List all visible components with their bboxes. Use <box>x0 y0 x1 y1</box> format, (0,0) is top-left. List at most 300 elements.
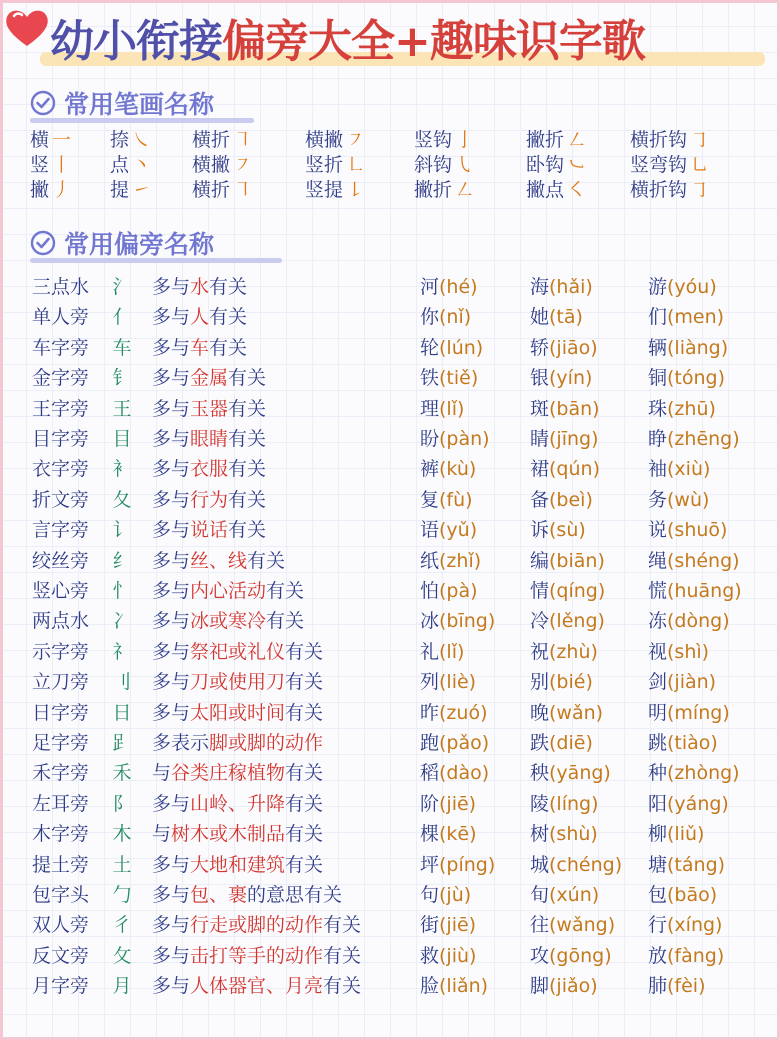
stroke-item <box>414 128 474 152</box>
stroke-item <box>305 128 365 152</box>
radical-name: 立刀旁 <box>32 671 90 694</box>
stroke-name: 竖弯钩 <box>630 154 688 176</box>
radical-glyph: 彳 <box>112 914 132 937</box>
example-pinyin: (pǎo) <box>439 732 490 754</box>
description-suffix: 有关 <box>285 701 324 724</box>
description-suffix: 有关 <box>285 640 324 663</box>
example-word <box>648 363 725 393</box>
example-word <box>420 333 483 363</box>
radical-name: 左耳旁 <box>32 792 90 815</box>
example-char: 语 <box>420 519 440 542</box>
example-word <box>648 515 727 545</box>
radical-name: 言字旁 <box>32 519 90 542</box>
example-pinyin: (tóng) <box>667 367 726 390</box>
example-char: 河 <box>420 276 440 298</box>
example-char: 秧 <box>530 762 550 785</box>
example-pinyin: (xún) <box>549 884 600 906</box>
example-char: 陵 <box>530 792 550 815</box>
radical-row <box>30 880 770 910</box>
description-keyword: 眼睛 <box>190 428 229 450</box>
stroke-glyph: ㇜ <box>567 129 587 151</box>
example-char: 稻 <box>420 762 440 785</box>
description-keyword: 脚或脚的动作 <box>209 732 324 754</box>
stroke-glyph: ㇇ <box>233 154 253 176</box>
example-word <box>648 454 710 484</box>
example-word <box>420 576 478 606</box>
example-char: 阶 <box>420 792 440 815</box>
stroke-name: 横 <box>30 129 50 151</box>
example-word <box>420 819 477 849</box>
example-char: 礼 <box>420 640 440 663</box>
example-pinyin: (kù) <box>439 458 477 481</box>
stroke-item <box>305 178 365 202</box>
example-word <box>530 941 612 971</box>
example-pinyin: (zhù) <box>549 640 598 663</box>
radical-row <box>30 971 770 1001</box>
example-pinyin: (zhǐ) <box>439 549 482 572</box>
example-char: 肺 <box>648 975 668 998</box>
radical-row <box>30 910 770 940</box>
radical-glyph: 日 <box>112 701 132 724</box>
description-keyword: 车 <box>190 336 210 359</box>
stroke-item <box>192 128 252 152</box>
example-char: 跳 <box>648 732 668 754</box>
radical-description <box>152 485 266 515</box>
radical-glyph: 钅 <box>112 367 132 390</box>
radical-row <box>30 394 770 424</box>
radical-description <box>152 546 285 576</box>
example-char: 备 <box>530 488 550 511</box>
example-char: 斑 <box>530 397 550 420</box>
radical-name: 绞丝旁 <box>32 549 90 572</box>
example-word <box>420 728 489 758</box>
example-word <box>648 272 717 302</box>
description-suffix: 有关 <box>266 610 305 633</box>
example-pinyin: (tiě) <box>439 367 479 390</box>
radical-glyph: 月 <box>112 975 132 998</box>
example-word <box>648 789 729 819</box>
description-keyword: 太阳或时间 <box>190 701 286 724</box>
example-pinyin: (bīng) <box>439 610 496 633</box>
radical-glyph: 忄 <box>112 580 132 602</box>
example-word <box>530 576 605 606</box>
example-pinyin: (kē) <box>439 823 477 846</box>
stroke-name: 横折钩 <box>630 129 688 151</box>
example-word <box>648 758 740 788</box>
description-suffix: 有关 <box>209 306 248 329</box>
example-pinyin: (yáng) <box>667 792 729 815</box>
example-pinyin: (jīng) <box>549 428 599 450</box>
radical-row <box>30 698 770 728</box>
radical-description <box>152 515 266 545</box>
description-prefix: 多与 <box>152 397 191 420</box>
radical-name: 月字旁 <box>32 975 90 998</box>
example-char: 街 <box>420 914 440 937</box>
description-keyword: 内心活动 <box>190 580 267 602</box>
description-suffix: 有关 <box>247 549 286 572</box>
example-pinyin: (shù) <box>549 823 598 846</box>
radical-glyph: 目 <box>112 428 132 450</box>
description-prefix: 多与 <box>152 671 191 694</box>
example-word <box>420 302 471 332</box>
example-word <box>530 302 583 332</box>
description-prefix: 多与 <box>152 701 191 724</box>
description-prefix: 多与 <box>152 914 191 937</box>
example-char: 行 <box>648 914 668 937</box>
radical-row <box>30 302 770 332</box>
example-pinyin: (bān) <box>549 397 600 420</box>
stroke-item <box>630 153 709 177</box>
example-word <box>420 789 476 819</box>
example-pinyin: (jiàn) <box>667 671 717 694</box>
stroke-glyph: ㇕ <box>233 129 253 151</box>
example-word <box>648 910 722 940</box>
stroke-glyph: ㇀ <box>132 179 152 201</box>
example-char: 明 <box>648 701 668 724</box>
radical-glyph: 攵 <box>112 944 132 967</box>
example-word <box>530 485 593 515</box>
example-char: 别 <box>530 671 550 694</box>
example-char: 昨 <box>420 701 440 724</box>
radical-row <box>30 758 770 788</box>
example-word <box>420 758 489 788</box>
example-char: 绳 <box>648 549 668 572</box>
stroke-name: 竖折 <box>305 154 344 176</box>
radical-name: 目字旁 <box>32 428 90 450</box>
description-suffix: 有关 <box>228 458 267 481</box>
radical-description <box>152 850 323 880</box>
example-pinyin: (wǎn) <box>549 701 604 724</box>
radical-name: 金字旁 <box>32 367 90 390</box>
example-char: 银 <box>530 367 550 390</box>
description-prefix: 多与 <box>152 367 191 390</box>
example-pinyin: (fèi) <box>667 975 706 998</box>
radical-description <box>152 910 361 940</box>
example-word <box>648 819 704 849</box>
example-word <box>420 424 490 454</box>
example-char: 袖 <box>648 458 668 481</box>
description-keyword: 祭祀或礼仪 <box>190 640 286 663</box>
example-pinyin: (beì) <box>549 488 593 511</box>
radical-description <box>152 667 323 697</box>
description-keyword: 人体器官、月亮 <box>190 975 324 998</box>
example-word <box>420 485 473 515</box>
example-pinyin: (zhū) <box>667 397 716 420</box>
example-pinyin: (liǎn) <box>439 975 489 998</box>
example-pinyin: (wǎng) <box>549 914 616 937</box>
example-word <box>530 606 605 636</box>
example-char: 你 <box>420 306 440 329</box>
example-word <box>420 941 476 971</box>
example-word <box>420 880 471 910</box>
description-keyword: 谷类庄稼植物 <box>171 762 286 785</box>
example-word <box>420 850 495 880</box>
description-keyword: 玉器 <box>190 397 229 420</box>
example-char: 祝 <box>530 640 550 663</box>
stroke-item <box>630 178 709 202</box>
example-word <box>648 698 730 728</box>
stroke-glyph: 一 <box>52 129 72 151</box>
example-pinyin: (lún) <box>439 336 484 359</box>
description-prefix: 多与 <box>152 336 191 359</box>
example-char: 情 <box>530 580 550 602</box>
description-prefix: 与 <box>152 823 172 846</box>
example-pinyin: (shì) <box>667 640 710 663</box>
description-keyword: 衣服 <box>190 458 229 481</box>
example-char: 慌 <box>648 580 668 602</box>
example-word <box>530 667 593 697</box>
example-char: 纸 <box>420 549 440 572</box>
radical-row <box>30 850 770 880</box>
title-part-1: 幼小衔接 <box>50 16 222 67</box>
example-char: 跌 <box>530 732 550 754</box>
example-pinyin: (yín) <box>549 367 593 390</box>
radical-description <box>152 637 323 667</box>
stroke-item <box>30 178 71 202</box>
example-pinyin: (yāng) <box>549 762 611 785</box>
stroke-glyph: ㇆ <box>690 129 710 151</box>
example-word <box>530 333 598 363</box>
description-prefix: 多与 <box>152 428 191 450</box>
radical-name: 折文旁 <box>32 488 90 511</box>
description-keyword: 包、裹 <box>190 884 248 906</box>
radical-glyph: 阝 <box>112 792 132 815</box>
radical-section-title: 常用偏旁名称 <box>64 230 215 259</box>
example-char: 们 <box>648 306 668 329</box>
radical-name: 木字旁 <box>32 823 90 846</box>
radical-name: 两点水 <box>32 610 90 633</box>
example-word <box>648 850 725 880</box>
radical-row <box>30 515 770 545</box>
example-char: 城 <box>530 853 550 876</box>
radical-name: 足字旁 <box>32 732 90 754</box>
description-prefix: 多与 <box>152 519 191 542</box>
example-pinyin: (gōng) <box>549 944 612 967</box>
heart-icon <box>4 6 50 48</box>
stroke-glyph: ㇛ <box>567 179 587 201</box>
stroke-item <box>526 178 586 202</box>
radical-description <box>152 272 247 302</box>
radical-row <box>30 272 770 302</box>
radical-row <box>30 637 770 667</box>
description-suffix: 有关 <box>228 428 267 450</box>
example-word <box>420 910 476 940</box>
radical-glyph: 土 <box>112 853 132 876</box>
example-char: 坪 <box>420 853 440 876</box>
example-pinyin: (diē) <box>549 732 593 754</box>
radical-row <box>30 941 770 971</box>
example-char: 句 <box>420 884 440 906</box>
example-pinyin: (liǔ) <box>667 823 705 846</box>
example-pinyin: (táng) <box>667 853 726 876</box>
example-char: 旬 <box>530 884 550 906</box>
example-char: 说 <box>648 519 668 542</box>
radical-name: 单人旁 <box>32 306 90 329</box>
example-word <box>530 272 593 302</box>
radical-description <box>152 333 247 363</box>
example-char: 珠 <box>648 397 668 420</box>
example-word <box>648 941 724 971</box>
radical-description <box>152 454 266 484</box>
title-part-2: 偏旁大全+趣味识字歌 <box>222 16 645 67</box>
example-char: 冷 <box>530 610 550 633</box>
example-pinyin: (lǐ) <box>439 640 465 663</box>
description-prefix: 多与 <box>152 549 191 572</box>
example-char: 裙 <box>530 458 550 481</box>
stroke-item <box>192 153 252 177</box>
example-word <box>648 394 716 424</box>
example-pinyin: (lěng) <box>549 610 605 633</box>
stroke-section-title: 常用笔画名称 <box>64 90 215 119</box>
example-word <box>420 515 477 545</box>
radical-name: 提土旁 <box>32 853 90 876</box>
example-char: 理 <box>420 397 440 420</box>
example-word <box>648 333 728 363</box>
example-pinyin: (jiē) <box>439 792 477 815</box>
example-pinyin: (pàn) <box>439 428 490 450</box>
description-keyword: 击打等手的动作 <box>190 944 324 967</box>
stroke-name: 撇点 <box>526 179 565 201</box>
radical-glyph: 车 <box>112 336 132 359</box>
description-suffix: 有关 <box>228 488 267 511</box>
example-word <box>420 363 478 393</box>
radical-name: 竖心旁 <box>32 580 90 602</box>
example-char: 务 <box>648 488 668 511</box>
description-keyword: 水 <box>190 276 210 298</box>
radical-glyph: 禾 <box>112 762 132 785</box>
example-char: 她 <box>530 306 550 329</box>
description-suffix: 有关 <box>323 944 362 967</box>
example-char: 救 <box>420 944 440 967</box>
example-word <box>420 546 481 576</box>
stroke-section-header <box>30 86 214 120</box>
example-pinyin: (píng) <box>439 853 496 876</box>
example-pinyin: (nǐ) <box>439 306 472 329</box>
stroke-glyph: ㇇ <box>346 129 366 151</box>
check-circle-icon <box>30 230 56 256</box>
example-word <box>420 272 478 302</box>
example-char: 攻 <box>530 944 550 967</box>
example-char: 跑 <box>420 732 440 754</box>
radical-row <box>30 333 770 363</box>
example-pinyin: (yǔ) <box>439 519 478 542</box>
description-suffix: 有关 <box>228 519 267 542</box>
example-pinyin: (fù) <box>439 488 473 511</box>
example-char: 棵 <box>420 823 440 846</box>
stroke-name: 提 <box>110 179 130 201</box>
example-pinyin: (huāng) <box>667 580 742 602</box>
radical-glyph: 冫 <box>112 610 132 633</box>
example-word <box>648 606 730 636</box>
radical-row <box>30 454 770 484</box>
example-pinyin: (pà) <box>439 580 478 602</box>
stroke-name: 撇折 <box>414 179 453 201</box>
description-suffix: 有关 <box>285 762 324 785</box>
radical-description <box>152 819 323 849</box>
example-word <box>530 789 599 819</box>
example-word <box>530 971 598 1001</box>
radical-description <box>152 789 323 819</box>
stroke-item <box>110 153 151 177</box>
stroke-name: 横折钩 <box>630 179 688 201</box>
description-keyword: 刀或使用刀 <box>190 671 286 694</box>
example-char: 诉 <box>530 519 550 542</box>
description-prefix: 多与 <box>152 276 191 298</box>
example-char: 脚 <box>530 975 550 998</box>
description-keyword: 金属 <box>190 367 229 390</box>
example-char: 睛 <box>530 428 550 450</box>
example-pinyin: (zhēng) <box>667 428 740 450</box>
stroke-item <box>305 153 365 177</box>
example-word <box>648 637 709 667</box>
stroke-item <box>630 128 709 152</box>
example-char: 睁 <box>648 428 668 450</box>
description-suffix: 有关 <box>285 823 324 846</box>
example-word <box>530 758 611 788</box>
radical-row <box>30 546 770 576</box>
description-suffix: 有关 <box>228 397 267 420</box>
radical-glyph: 刂 <box>112 671 132 694</box>
radical-name: 三点水 <box>32 276 90 298</box>
stroke-name: 横折 <box>192 179 231 201</box>
description-prefix: 与 <box>152 762 172 785</box>
example-word <box>420 667 476 697</box>
stroke-name: 横折 <box>192 129 231 151</box>
radical-glyph: 𧾷 <box>112 732 132 754</box>
example-pinyin: (liè) <box>439 671 477 694</box>
stroke-name: 捺 <box>110 129 130 151</box>
stroke-glyph: ㇜ <box>455 179 475 201</box>
description-suffix: 有关 <box>209 336 248 359</box>
example-char: 放 <box>648 944 668 967</box>
description-suffix: 有关 <box>285 792 324 815</box>
description-suffix: 有关 <box>266 580 305 602</box>
description-keyword: 山岭、升降 <box>190 792 286 815</box>
radical-glyph: 氵 <box>112 276 132 298</box>
example-word <box>420 606 495 636</box>
description-keyword: 说话 <box>190 519 229 542</box>
example-char: 裤 <box>420 458 440 481</box>
radical-description <box>152 758 323 788</box>
example-char: 怕 <box>420 580 440 602</box>
example-pinyin: (bié) <box>549 671 593 694</box>
stroke-item <box>526 128 586 152</box>
example-pinyin: (jiù) <box>439 944 477 967</box>
example-pinyin: (dòng) <box>667 610 730 633</box>
stroke-glyph: 丨 <box>52 154 72 176</box>
example-char: 海 <box>530 276 550 298</box>
radical-glyph: 亻 <box>112 306 132 329</box>
example-char: 阳 <box>648 792 668 815</box>
example-char: 脸 <box>420 975 440 998</box>
stroke-name: 点 <box>110 154 130 176</box>
example-pinyin: (míng) <box>667 701 730 724</box>
description-keyword: 人 <box>190 306 210 329</box>
radical-glyph: 夂 <box>112 488 132 511</box>
stroke-item <box>30 153 71 177</box>
radical-glyph: 纟 <box>112 549 132 572</box>
example-char: 剑 <box>648 671 668 694</box>
stroke-item <box>526 153 586 177</box>
radical-name: 日字旁 <box>32 701 90 724</box>
example-word <box>530 698 603 728</box>
example-pinyin: (zuó) <box>439 701 488 724</box>
example-word <box>530 910 615 940</box>
description-prefix: 多与 <box>152 853 191 876</box>
example-pinyin: (tā) <box>549 306 583 329</box>
example-word <box>420 698 487 728</box>
example-word <box>530 637 598 667</box>
